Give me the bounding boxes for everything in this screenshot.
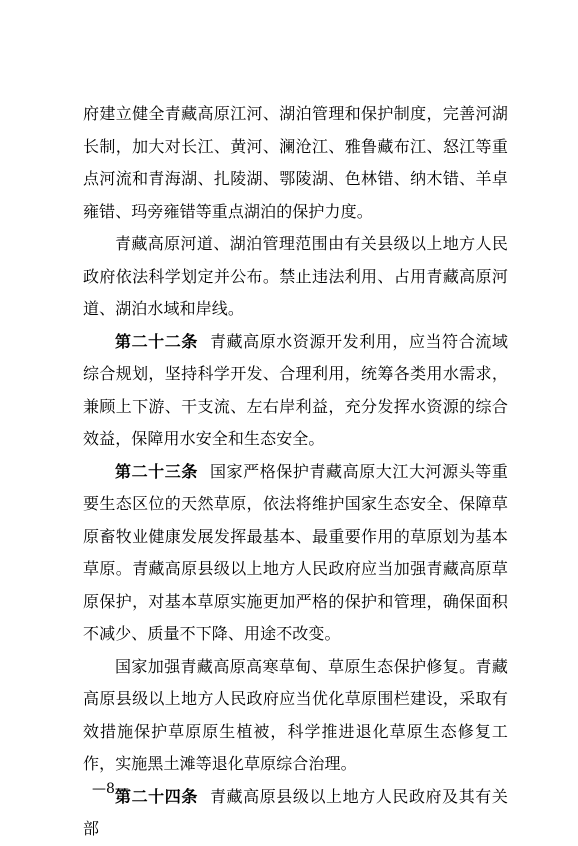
article-22 — [83, 326, 508, 456]
paragraph-text: 青藏高原县级以上地方人民政府及其有关部 — [83, 786, 508, 838]
article-heading: 第二十三条 — [115, 461, 198, 481]
paragraph-2 — [83, 228, 508, 326]
article-heading: 第二十四条 — [115, 786, 198, 806]
page-number: —8— — [92, 781, 129, 797]
paragraph-text: 青藏高原河道、湖泊管理范围由有关县级以上地方人民政府依法科学划定并公布。禁止违法利用、占用青藏高原河道、湖泊水域和岸线。 — [83, 234, 508, 318]
paragraph-text: 府建立健全青藏高原江河、湖泊管理和保护制度，完善河湖长制，加大对长江、黄河、澜沧江、雅鲁藏布江、怒江等重点河流和青海湖、扎陵湖、鄂陵湖、色林错、纳木错、羊卓雍错、玛旁雍错等重点湖泊的保护力度。 — [83, 104, 508, 221]
article-heading: 第二十二条 — [115, 331, 198, 351]
paragraph-text: 国家严格保护青藏高原大江大河源头等重要生态区位的天然草原，依法将维护国家生态安全、保障草原畜牧业健康发展发挥最基本、最重要作用的草原划为基本草原。青藏高原县级以上地方人民政府应当加强青藏高原草原保护，对基本草原实施更加严格的保护和管理，确保面积不减少、质量不下降、用途不改变。 — [83, 461, 508, 643]
article-24 — [83, 781, 508, 846]
article-23 — [83, 456, 508, 651]
paragraph-1 — [83, 98, 508, 228]
paragraph-text: 国家加强青藏高原高寒草甸、草原生态保护修复。青藏高原县级以上地方人民政府应当优化草原围栏建设，采取有效措施保护草原原生植被，科学推进退化草原生态修复工作，实施黑土滩等退化草原综合治理。 — [83, 656, 508, 773]
paragraph-5 — [83, 651, 508, 781]
paragraph-text: 青藏高原水资源开发利用，应当符合流域综合规划，坚持科学开发、合理利用，统筹各类用水需求，兼顾上下游、干支流、左右岸利益，充分发挥水资源的综合效益，保障用水安全和生态安全。 — [83, 331, 508, 448]
document-body — [83, 98, 508, 846]
